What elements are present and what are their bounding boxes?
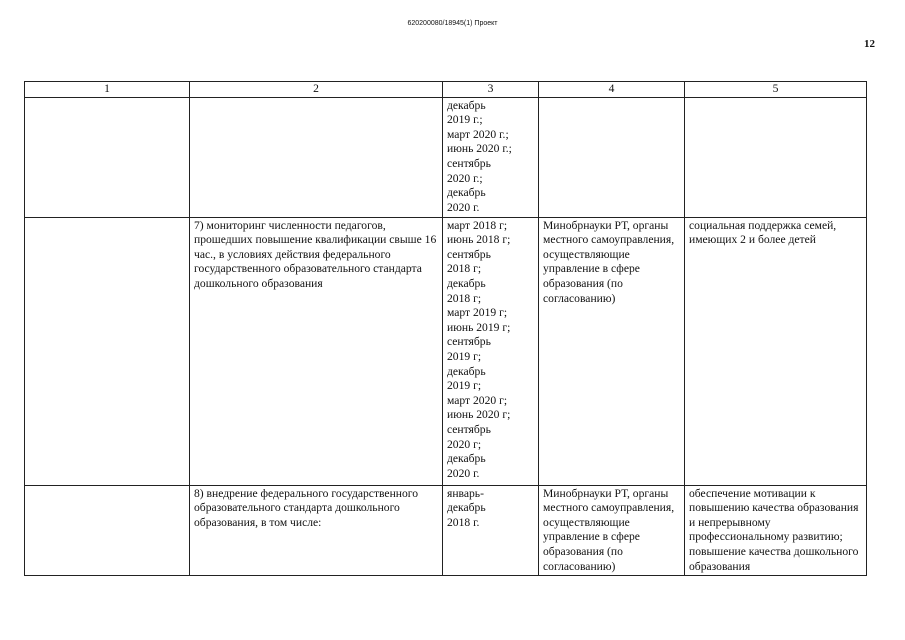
cell-col1 xyxy=(25,217,190,485)
page-number: 12 xyxy=(864,38,875,50)
cell-activity xyxy=(190,97,443,217)
document-header-id: 620200080/18945(1) Проект xyxy=(407,20,498,27)
column-header-5: 5 xyxy=(685,82,867,98)
column-header-3: 3 xyxy=(443,82,539,98)
cell-responsible: Минобрнауки РТ, органы местного самоуправления, осуществляющие управление в сфере образования (по согласованию) xyxy=(539,217,685,485)
cell-activity: 8) внедрение федерального государственного образовательного стандарта дошкольного образования, в том числе: xyxy=(190,485,443,576)
cell-result: социальная поддержка семей, имеющих 2 и более детей xyxy=(685,217,867,485)
cell-result: обеспечение мотивации к повышению качества образования и непрерывному профессиональному развитию; повышение качества дошкольного образования xyxy=(685,485,867,576)
cell-activity: 7) мониторинг численности педагогов, прошедших повышение квалификации свыше 16 час., в условиях действия федерального государственного образовательного стандарта дошкольного образования xyxy=(190,217,443,485)
cell-result xyxy=(685,97,867,217)
column-header-2: 2 xyxy=(190,82,443,98)
plan-table xyxy=(24,81,867,576)
column-header-1: 1 xyxy=(25,82,190,98)
cell-col1 xyxy=(25,97,190,217)
cell-deadline: декабрь 2019 г.; март 2020 г.; июнь 2020 г.; сентябрь 2020 г.; декабрь 2020 г. xyxy=(443,97,539,217)
table-row xyxy=(25,97,867,217)
table-header-row xyxy=(25,82,867,98)
table-row xyxy=(25,485,867,576)
cell-deadline: март 2018 г; июнь 2018 г; сентябрь 2018 г; декабрь 2018 г; март 2019 г; июнь 2019 г; сентябрь 2019 г; декабрь 2019 г; март 2020 г; июнь 2020 г; сентябрь 2020 г; декабрь 2020 г. xyxy=(443,217,539,485)
cell-col1 xyxy=(25,485,190,576)
cell-deadline: январь- декабрь 2018 г. xyxy=(443,485,539,576)
cell-responsible xyxy=(539,97,685,217)
cell-responsible: Минобрнауки РТ, органы местного самоуправления, осуществляющие управление в сфере образования (по согласованию) xyxy=(539,485,685,576)
table-row xyxy=(25,217,867,485)
column-header-4: 4 xyxy=(539,82,685,98)
